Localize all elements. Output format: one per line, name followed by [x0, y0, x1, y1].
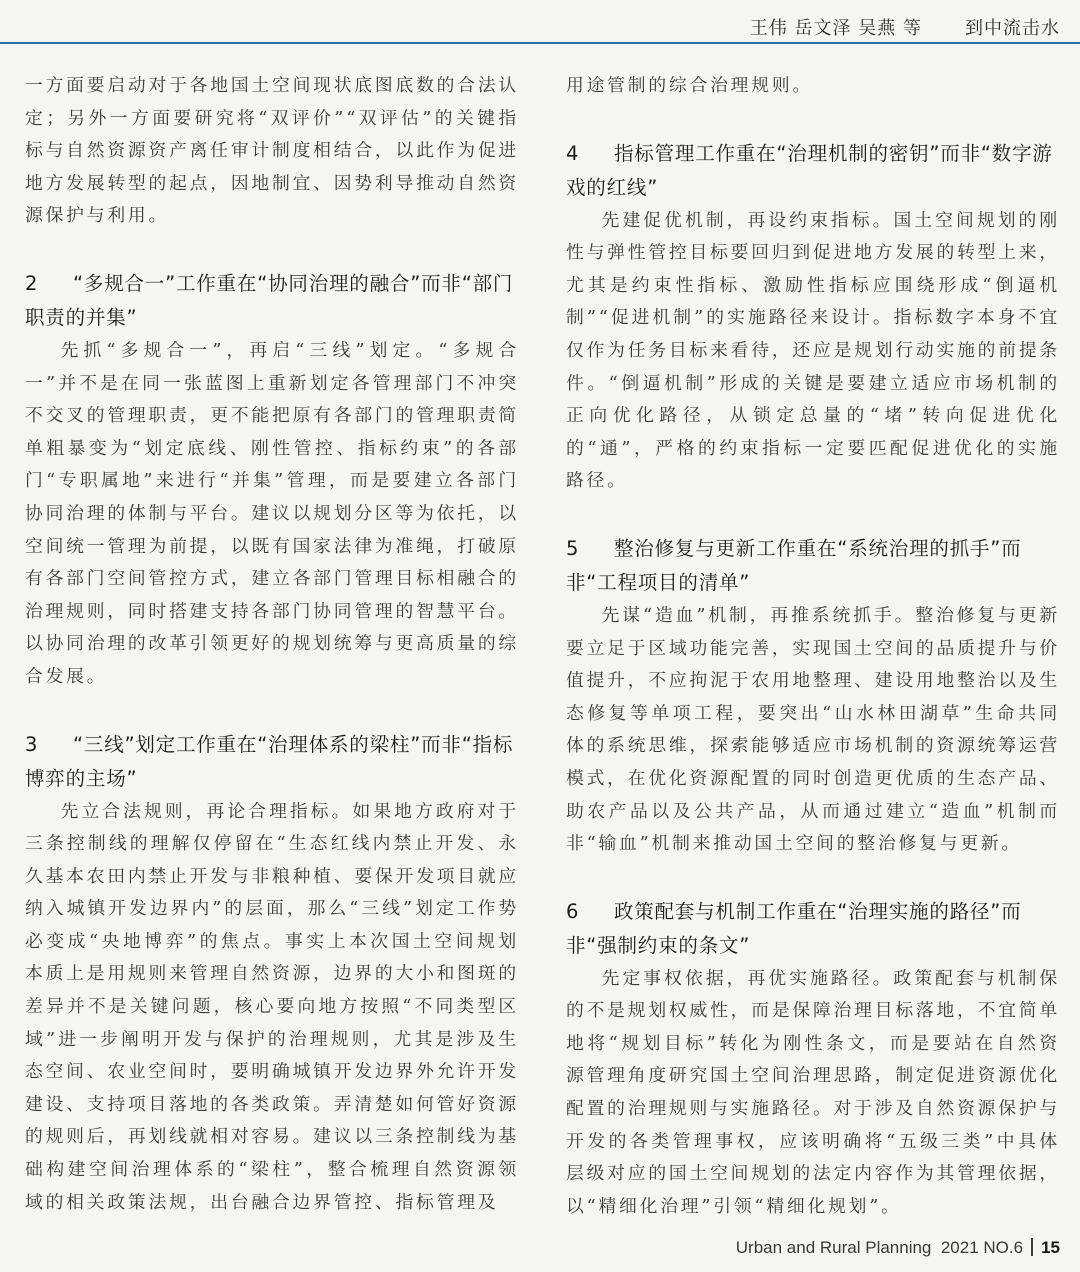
page-number: 15 [1041, 1238, 1060, 1257]
section-number: 5 [566, 536, 580, 560]
header-rule [0, 42, 1080, 44]
section-title: “三线”划定工作重在“治理体系的梁柱”而非“指标博弈的主场” [25, 732, 514, 790]
section-title: “多规合一”工作重在“协同治理的融合”而非“部门职责的并集” [25, 271, 514, 329]
section-number: 6 [566, 899, 580, 923]
journal-name: Urban and Rural Planning [735, 1238, 932, 1257]
section-2-heading [25, 267, 519, 335]
section-number: 2 [25, 271, 39, 295]
column-title: 到中流击水 [965, 18, 1060, 39]
section-3-heading [25, 728, 519, 796]
right-column [566, 70, 1060, 1223]
section-title: 政策配套与机制工作重在“治理实施的路径”而非“强制约束的条文” [566, 899, 1022, 957]
page-footer [736, 1238, 1060, 1258]
section-5-body: 先谋“造血”机制，再推系统抓手。整治修复与更新要立足于区域功能完善，实现国土空间的品质提升与价值提升，不应拘泥于农用地整理、建设用地整治以及生态修复等单项工程，要突出“山水林田湖草”生命共同体的系统思维，探索能够适应市场机制的资源统筹运营模式，在优化资源配置的同时创造更优质的生态产品、助农产品以及公共产品，从而通过建立“造血”机制而非“输血”机制来推动国土空间的整治修复与更新。 [566, 604, 1060, 855]
journal-issue: 2021 NO.6 [940, 1238, 1024, 1257]
paragraph-continued: 用途管制的综合治理规则。 [566, 75, 813, 96]
paragraph-continued: 一方面要启动对于各地国土空间现状底图底数的合法认定；另外一方面要研究将“双评价”“双评估”的关键指标与自然资源资产离任审计制度相结合，以此作为促进地方发展转型的起点，因地制宜、因势利导推动自然资源保护与利用。 [25, 75, 519, 227]
section-number: 4 [566, 141, 580, 165]
section-title: 指标管理工作重在“治理机制的密钥”而非“数字游戏的红线” [566, 141, 1053, 199]
section-number: 3 [25, 732, 39, 756]
section-6-body: 先定事权依据，再优实施路径。政策配套与机制保的不是规划权威性，而是保障治理目标落地，不宜简单地将“规划目标”转化为刚性条文，而是要站在自然资源管理角度研究国土空间治理思路，制定促进资源优化配置的治理规则与实施路径。对于涉及自然资源保护与开发的各类管理事权，应该明确将“五级三类”中具体层级对应的国土空间规划的法定内容作为其管理依据，以“精细化治理”引领“精细化规划”。 [566, 967, 1060, 1217]
section-4-heading [566, 137, 1060, 205]
section-2-body: 先抓“多规合一”，再启“三线”划定。“多规合一”并不是在同一张蓝图上重新划定各管理部门不冲突不交叉的管理职责，更不能把原有各部门的管理职责简单粗暴变为“划定底线、刚性管控、指标约束”的各部门“专职属地”来进行“并集”管理，而是要建立各部门协同治理的体制与平台。建议以规划分区等为依托，以空间统一管理为前提，以既有国家法律为准绳，打破原有各部门空间管控方式，建立各部门管理目标相融合的治理规则，同时搭建支持各部门协同管理的智慧平台。以协同治理的改革引领更好的规划统筹与更高质量的综合发展。 [25, 339, 519, 687]
section-3-body: 先立合法规则，再论合理指标。如果地方政府对于三条控制线的理解仅停留在“生态红线内禁止开发、永久基本农田内禁止开发与非粮种植、要保开发项目就应纳入城镇开发边界内”的层面，那么“三线”划定工作势必变成“央地博弈”的焦点。事实上本次国土空间规划本质上是用规则来管理自然资源，边界的大小和图斑的差异并不是关键问题，核心要向地方按照“不同类型区域”进一步阐明开发与保护的治理规则，尤其是涉及生态空间、农业空间时，要明确城镇开发边界外允许开发建设、支持项目落地的各类政策。弄清楚如何管好资源的规则后，再划线就相对容易。建议以三条控制线为基础构建空间治理体系的“梁柱”，整合梳理自然资源领域的相关政策法规，出台融合边界管控、指标管理及 [25, 800, 519, 1213]
section-6-heading [566, 895, 1060, 963]
section-4-body: 先建促优机制，再设约束指标。国土空间规划的刚性与弹性管控目标要回归到促进地方发展的转型上来，尤其是约束性指标、激励性指标应围绕形成“倒逼机制”“促进机制”的实施路径来设计。指标数字本身不宜仅作为任务目标来看待，还应是规划行动实施的前提条件。“倒逼机制”形成的关键是要建立适应市场机制的正向优化路径，从锁定总量的“堵”转向促进优化的“通”，严格的约束指标一定要匹配促进优化的实施路径。 [566, 209, 1060, 492]
left-column [25, 70, 519, 1219]
section-5-heading [566, 532, 1060, 600]
article-authors: 王伟 岳文泽 吴燕 等 [749, 18, 922, 39]
section-title: 整治修复与更新工作重在“系统治理的抓手”而非“工程项目的清单” [566, 536, 1022, 594]
footer-divider [1031, 1238, 1033, 1256]
